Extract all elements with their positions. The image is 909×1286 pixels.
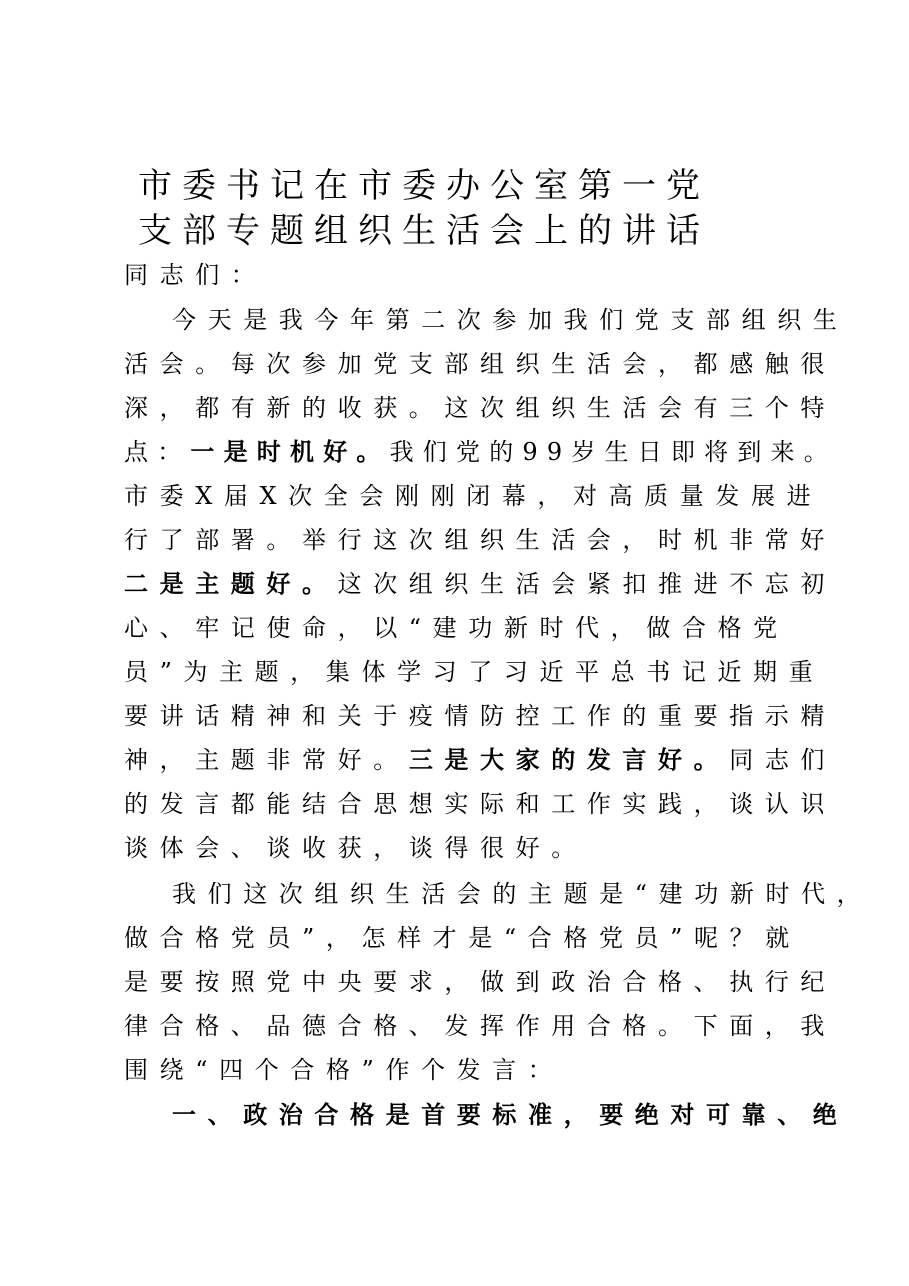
paragraph-1-line-8: 心、牢记使命，以“建功新时代，做合格党 [124, 614, 789, 642]
paragraph-1-line-10: 要讲话精神和关于疫情防控工作的重要指示精 [124, 702, 836, 730]
paragraph-1-line-3: 深，都有新的收获。这次组织生活会有三个特 [124, 394, 836, 422]
paragraph-1-line-11-text-b: 同志们 [729, 746, 837, 774]
paragraph-1-line-2: 活会。每次参加党支部组织生活会，都感触很 [124, 350, 836, 378]
point-one-emphasis: 一是时机好。 [190, 438, 390, 466]
paragraph-1-line-6: 行了部署。举行这次组织生活会，时机非常好 [124, 526, 836, 554]
paragraph-2-line-5: 围绕“四个合格”作个发言： [124, 1056, 564, 1084]
paragraph-1-line-12: 的发言都能结合思想实际和工作实践，谈认识 [124, 790, 836, 818]
salutation: 同志们： [124, 261, 267, 289]
document-title-line-1: 市委书记在市委办公室第一党 [138, 166, 710, 206]
paragraph-1-line-7-text: 这次组织生活会紧扣推进不忘初 [337, 570, 837, 598]
point-two-emphasis: 二是主题好。 [124, 570, 338, 598]
point-three-emphasis: 三是大家的发言好。 [408, 746, 730, 774]
paragraph-1-line-11-text-a: 神，主题非常好。 [124, 746, 409, 774]
paragraph-1-line-4 [124, 430, 837, 474]
paragraph-2-line-3: 是要按照党中央要求，做到政治合格、执行纪 [124, 968, 836, 996]
paragraph-1-line-5: 市委X届X次全会刚刚闭幕，对高质量发展进 [124, 482, 823, 510]
paragraph-1-line-11 [124, 738, 837, 782]
paragraph-1-line-4-text-b: 我们党的99岁生日即将到来。 [389, 438, 837, 466]
paragraph-1-line-1: 今天是我今年第二次参加我们党支部组织生 [172, 306, 849, 334]
paragraph-2-line-2: 做合格党员”，怎样才是“合格党员”呢？就 [124, 924, 801, 952]
paragraph-1-line-9: 员”为主题，集体学习了习近平总书记近期重 [124, 658, 825, 686]
paragraph-2-line-1: 我们这次组织生活会的主题是“建功新时代， [172, 880, 873, 908]
paragraph-2-line-4: 律合格、品德合格、发挥作用合格。下面，我 [124, 1012, 836, 1040]
section-heading-1: 一、政治合格是首要标准，要绝对可靠、绝 [172, 1101, 849, 1129]
paragraph-1-line-7 [124, 562, 837, 606]
paragraph-1-line-13: 谈体会、谈收获，谈得很好。 [124, 834, 587, 862]
document-title-line-2: 支部专题组织生活会上的讲话 [138, 211, 710, 251]
paragraph-1-line-4-text-a: 点： [124, 438, 191, 466]
